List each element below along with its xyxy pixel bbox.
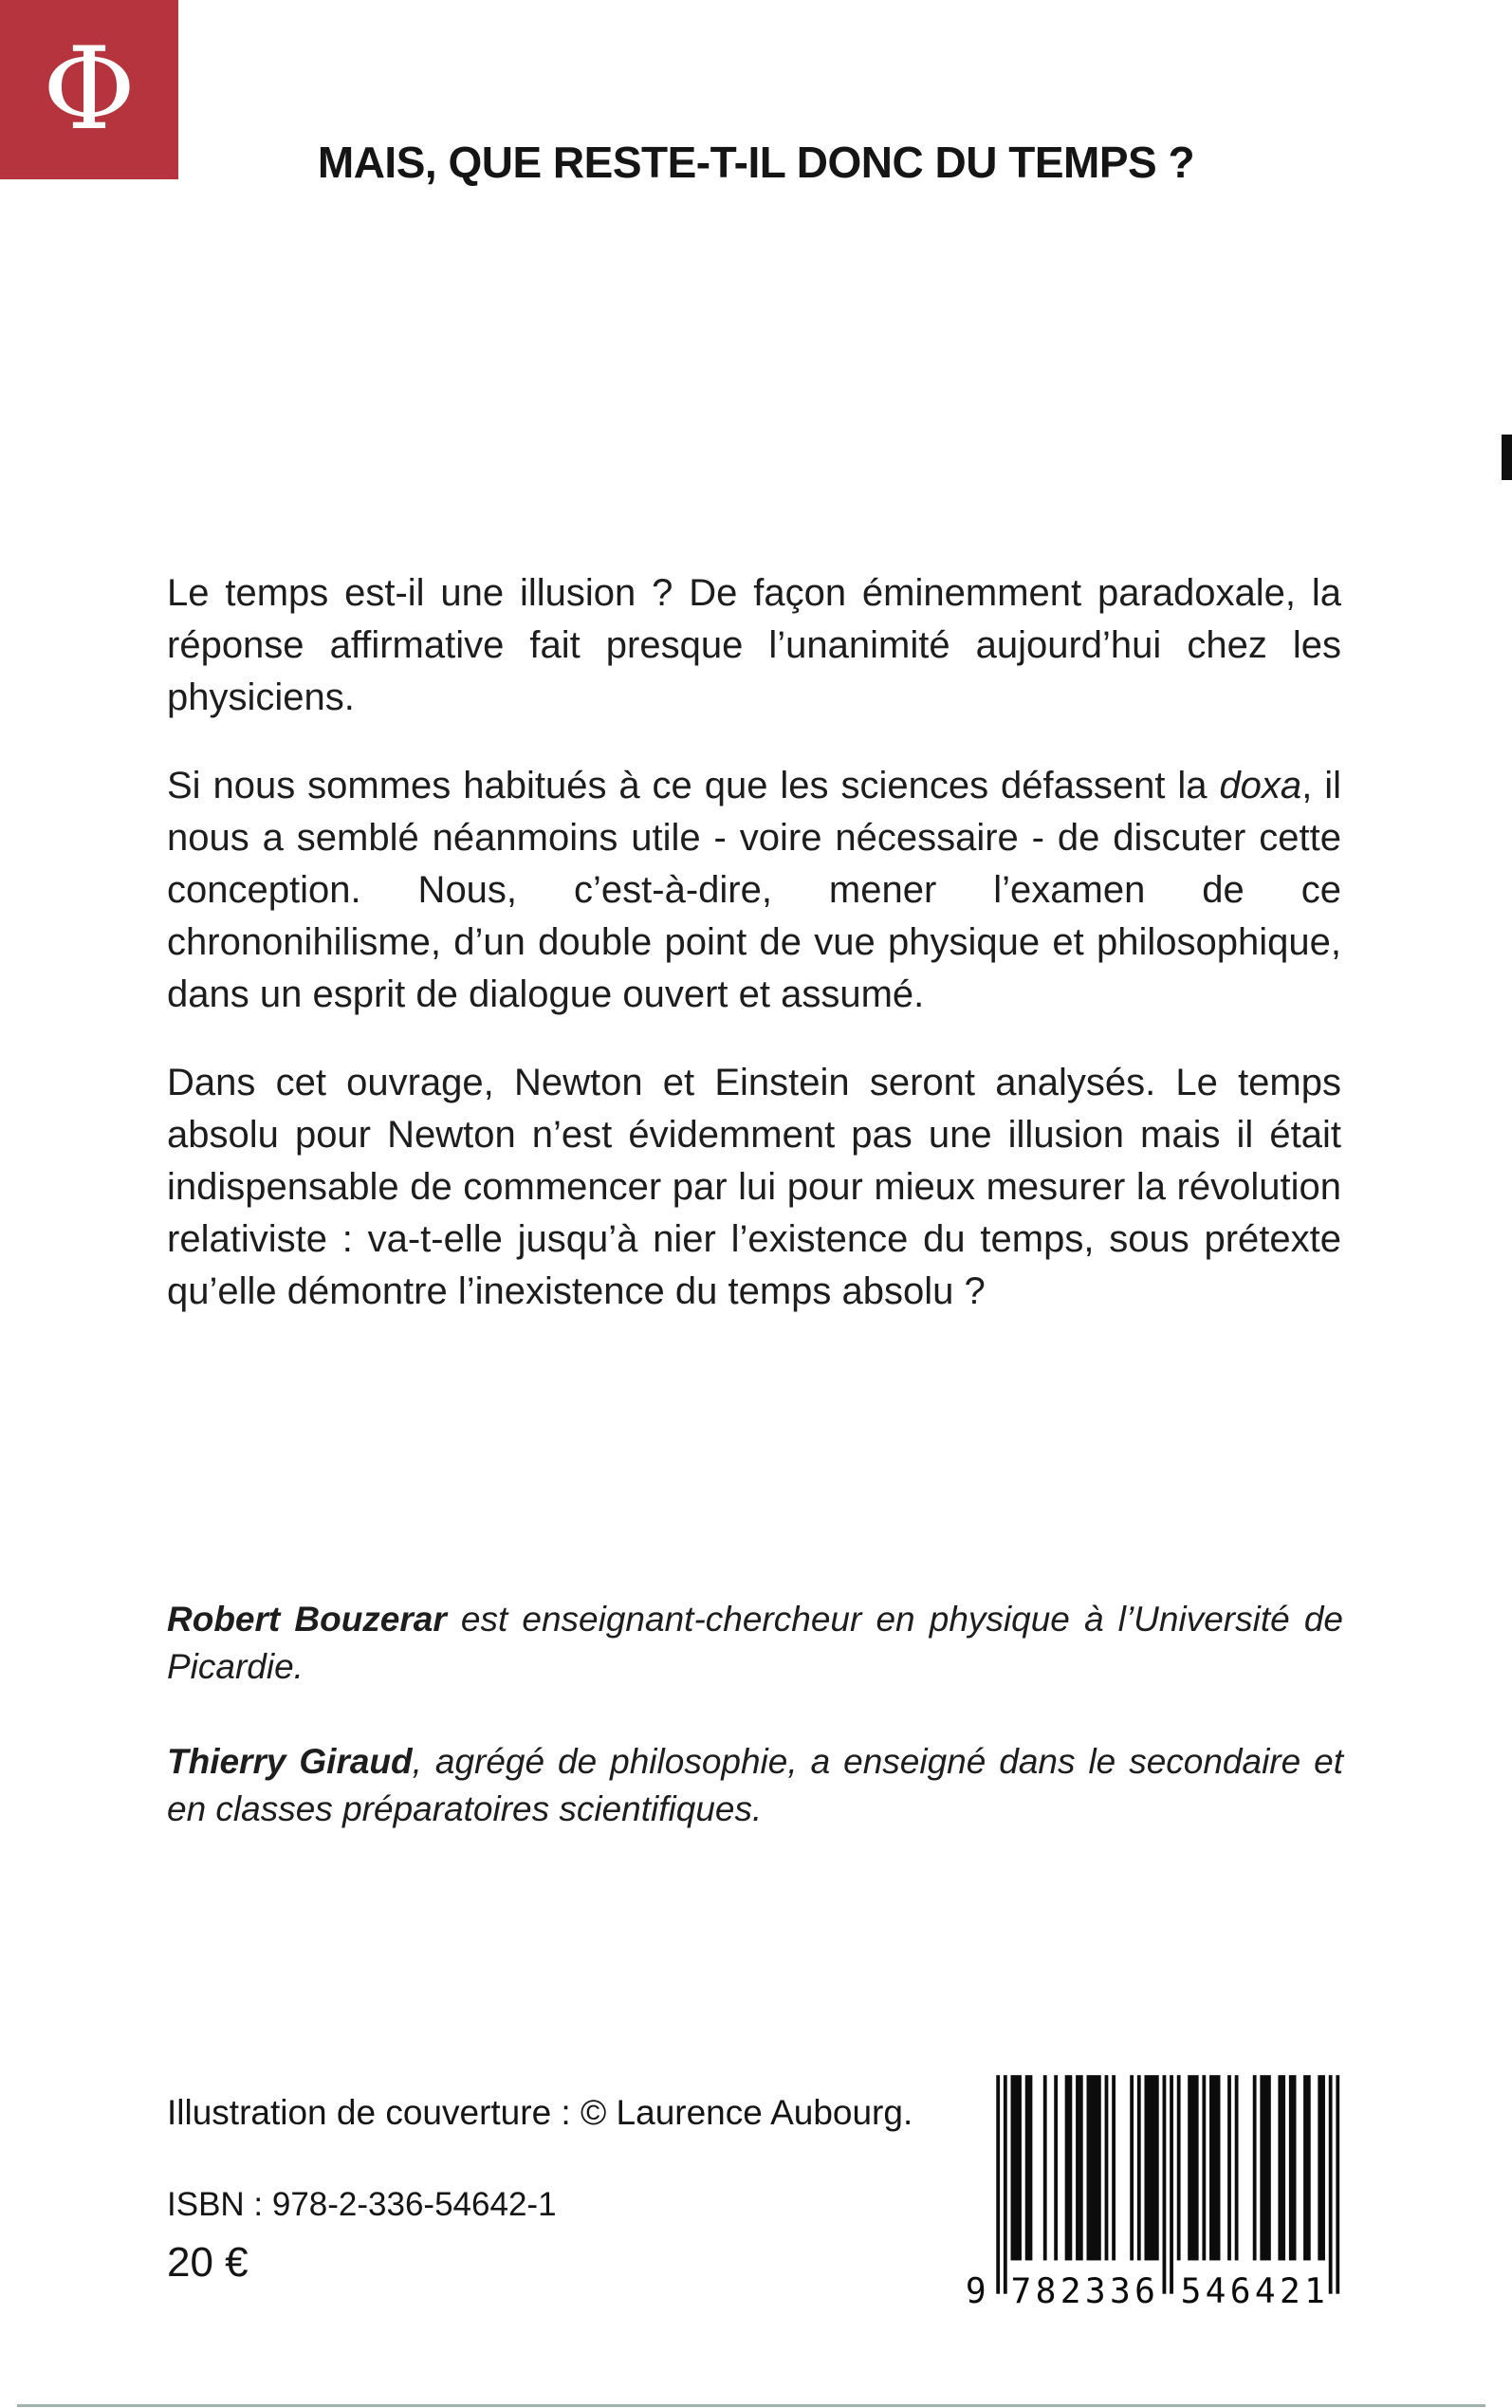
spine-mark bbox=[1502, 435, 1512, 480]
svg-text:546421: 546421 bbox=[1180, 2270, 1325, 2311]
svg-text:782336: 782336 bbox=[1010, 2270, 1155, 2311]
bottom-edge-line bbox=[17, 2404, 1485, 2407]
author-bio-2 bbox=[167, 1738, 1343, 1833]
svg-text:9: 9 bbox=[965, 2270, 986, 2311]
synopsis bbox=[167, 567, 1341, 1354]
illustration-credit: Illustration de couverture : © Laurence Aubourg. bbox=[167, 2093, 913, 2132]
price-text: 20 € bbox=[167, 2239, 249, 2286]
author-bio-1 bbox=[167, 1596, 1343, 1691]
barcode-bars bbox=[964, 2074, 1343, 2311]
author-1-bio-text: est enseignant-chercheur en physique à l’Université de Picardie. bbox=[167, 1600, 1343, 1686]
author-2-name: Thierry Giraud bbox=[167, 1742, 413, 1781]
author-1-name: Robert Bouzerar bbox=[167, 1600, 447, 1639]
book-title: MAIS, QUE RESTE-T-IL DONC DU TEMPS ? bbox=[317, 138, 1195, 187]
synopsis-paragraph-3: Dans cet ouvrage, Newton et Einstein seront analysés. Le temps absolu pour Newton n’est évidemment pas une illusion mais il était indispensable de commencer par lui pour mieux mesurer la révolution relativiste : va-t-elle jusqu’à nier l’existence du temps, sous prétexte qu’elle démontre l’inexistence du temps absolu ? bbox=[167, 1062, 1341, 1312]
author-2-bio-text: , agrégé de philosophie, a enseigné dans le secondaire et en classes préparatoires scientifiques. bbox=[167, 1742, 1344, 1828]
isbn-text: ISBN : 978-2-336-54642-1 bbox=[167, 2186, 557, 2223]
ean13-barcode bbox=[964, 2074, 1343, 2311]
synopsis-paragraph-2 bbox=[167, 760, 1341, 1021]
author-bios bbox=[167, 1596, 1343, 1880]
doxa-italic-word: doxa bbox=[1219, 765, 1302, 806]
synopsis-paragraph-2-rest: , il nous a semblé néanmoins utile - voire nécessaire - de discuter cette conception. Nous, c’est-à-dire, mener l’examen de ce chrononihilisme, d’un double point de vue physique et philosophique, dans un esprit de dialogue ouvert et assumé. bbox=[167, 765, 1341, 1015]
synopsis-paragraph-1: Le temps est-il une illusion ? De façon éminemment paradoxale, la réponse affirmative fait presque l’unanimité aujourd’hui chez les physiciens. bbox=[167, 572, 1341, 718]
synopsis-paragraph-2-text: Si nous sommes habitués à ce que les sciences défassent la bbox=[167, 765, 1220, 806]
phi-logo-icon: Φ bbox=[42, 23, 137, 156]
